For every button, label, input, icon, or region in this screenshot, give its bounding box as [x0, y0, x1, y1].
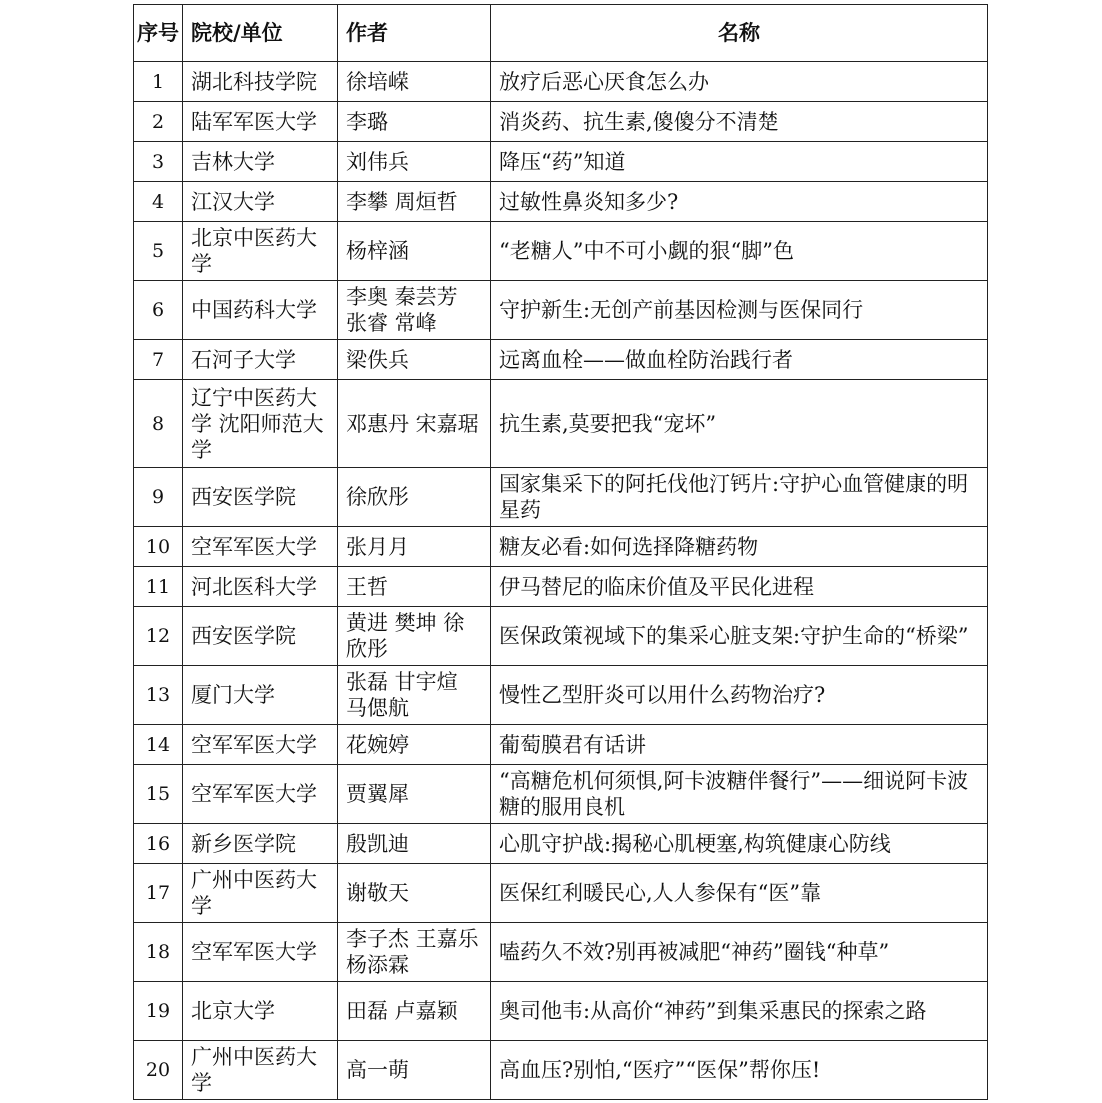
table-header-row: [134, 5, 988, 62]
cell-author: 邓惠丹 宋嘉琚: [338, 380, 491, 468]
cell-school: 吉林大学: [183, 142, 338, 182]
cell-seq: 3: [134, 142, 183, 182]
cell-title: 抗生素,莫要把我“宠坏”: [491, 380, 988, 468]
cell-author: 高一萌: [338, 1041, 491, 1100]
cell-seq: 1: [134, 62, 183, 102]
cell-author: 李攀 周烜哲: [338, 182, 491, 222]
cell-title: 心肌守护战:揭秘心肌梗塞,构筑健康心防线: [491, 824, 988, 864]
cell-author: 黄进 樊坤 徐欣彤: [338, 607, 491, 666]
cell-author: 张磊 甘宇煊 马偲航: [338, 666, 491, 725]
cell-seq: 6: [134, 281, 183, 340]
cell-school: 北京大学: [183, 982, 338, 1041]
table-row: [134, 824, 988, 864]
header-title: 名称: [491, 5, 988, 62]
cell-title: 糖友必看:如何选择降糖药物: [491, 527, 988, 567]
cell-seq: 13: [134, 666, 183, 725]
cell-seq: 4: [134, 182, 183, 222]
cell-seq: 17: [134, 864, 183, 923]
cell-author: 梁佚兵: [338, 340, 491, 380]
cell-author: 王哲: [338, 567, 491, 607]
cell-title: 降压“药”知道: [491, 142, 988, 182]
table-row: [134, 527, 988, 567]
cell-seq: 10: [134, 527, 183, 567]
table-row: [134, 222, 988, 281]
cell-school: 湖北科技学院: [183, 62, 338, 102]
cell-title: 伊马替尼的临床价值及平民化进程: [491, 567, 988, 607]
cell-school: 新乡医学院: [183, 824, 338, 864]
cell-school: 空军军医大学: [183, 527, 338, 567]
table-row: [134, 666, 988, 725]
cell-author: 谢敬天: [338, 864, 491, 923]
cell-seq: 7: [134, 340, 183, 380]
table-row: [134, 567, 988, 607]
cell-school: 广州中医药大学: [183, 1041, 338, 1100]
table-row: [134, 142, 988, 182]
cell-title: 高血压?别怕,“医疗”“医保”帮你压!: [491, 1041, 988, 1100]
cell-title: “老糖人”中不可小觑的狠“脚”色: [491, 222, 988, 281]
cell-title: 葡萄膜君有话讲: [491, 725, 988, 765]
cell-school: 江汉大学: [183, 182, 338, 222]
cell-author: 殷凯迪: [338, 824, 491, 864]
cell-title: 奥司他韦:从高价“神药”到集采惠民的探索之路: [491, 982, 988, 1041]
cell-author: 花婉婷: [338, 725, 491, 765]
header-author: 作者: [338, 5, 491, 62]
cell-author: 杨梓涵: [338, 222, 491, 281]
cell-seq: 8: [134, 380, 183, 468]
cell-seq: 11: [134, 567, 183, 607]
cell-author: 徐欣彤: [338, 468, 491, 527]
cell-author: 李子杰 王嘉乐 杨添霖: [338, 923, 491, 982]
cell-author: 李璐: [338, 102, 491, 142]
cell-author: 田磊 卢嘉颖: [338, 982, 491, 1041]
cell-title: 嗑药久不效?别再被减肥“神药”圈钱“种草”: [491, 923, 988, 982]
table-row: [134, 468, 988, 527]
cell-seq: 20: [134, 1041, 183, 1100]
cell-seq: 19: [134, 982, 183, 1041]
cell-school: 辽宁中医药大学 沈阳师范大学: [183, 380, 338, 468]
cell-school: 西安医学院: [183, 607, 338, 666]
cell-title: 放疗后恶心厌食怎么办: [491, 62, 988, 102]
header-school: 院校/单位: [183, 5, 338, 62]
cell-title: “高糖危机何须惧,阿卡波糖伴餐行”——细说阿卡波糖的服用良机: [491, 765, 988, 824]
table-row: [134, 340, 988, 380]
table-row: [134, 62, 988, 102]
cell-title: 远离血栓——做血栓防治践行者: [491, 340, 988, 380]
cell-seq: 9: [134, 468, 183, 527]
cell-school: 西安医学院: [183, 468, 338, 527]
cell-school: 空军军医大学: [183, 923, 338, 982]
cell-school: 空军军医大学: [183, 725, 338, 765]
cell-title: 国家集采下的阿托伐他汀钙片:守护心血管健康的明星药: [491, 468, 988, 527]
cell-seq: 16: [134, 824, 183, 864]
table-row: [134, 102, 988, 142]
cell-school: 北京中医药大学: [183, 222, 338, 281]
cell-title: 消炎药、抗生素,傻傻分不清楚: [491, 102, 988, 142]
cell-school: 河北医科大学: [183, 567, 338, 607]
cell-title: 守护新生:无创产前基因检测与医保同行: [491, 281, 988, 340]
cell-school: 厦门大学: [183, 666, 338, 725]
table-row: [134, 1041, 988, 1100]
header-seq: 序号: [134, 5, 183, 62]
cell-school: 空军军医大学: [183, 765, 338, 824]
cell-author: 李奥 秦芸芳 张睿 常峰: [338, 281, 491, 340]
cell-school: 中国药科大学: [183, 281, 338, 340]
table-row: [134, 182, 988, 222]
cell-seq: 2: [134, 102, 183, 142]
cell-title: 医保政策视域下的集采心脏支架:守护生命的“桥梁”: [491, 607, 988, 666]
table-row: [134, 281, 988, 340]
cell-author: 张月月: [338, 527, 491, 567]
table-row: [134, 607, 988, 666]
cell-title: 慢性乙型肝炎可以用什么药物治疗?: [491, 666, 988, 725]
table-row: [134, 982, 988, 1041]
cell-author: 徐培嵘: [338, 62, 491, 102]
cell-seq: 18: [134, 923, 183, 982]
cell-seq: 14: [134, 725, 183, 765]
cell-title: 过敏性鼻炎知多少?: [491, 182, 988, 222]
award-list-table: [133, 4, 988, 1100]
cell-seq: 12: [134, 607, 183, 666]
table-row: [134, 380, 988, 468]
cell-school: 石河子大学: [183, 340, 338, 380]
cell-title: 医保红利暖民心,人人参保有“医”靠: [491, 864, 988, 923]
cell-seq: 15: [134, 765, 183, 824]
table-row: [134, 923, 988, 982]
cell-school: 广州中医药大学: [183, 864, 338, 923]
cell-author: 贾翼犀: [338, 765, 491, 824]
table-row: [134, 864, 988, 923]
cell-seq: 5: [134, 222, 183, 281]
table-row: [134, 765, 988, 824]
cell-school: 陆军军医大学: [183, 102, 338, 142]
cell-author: 刘伟兵: [338, 142, 491, 182]
table-row: [134, 725, 988, 765]
